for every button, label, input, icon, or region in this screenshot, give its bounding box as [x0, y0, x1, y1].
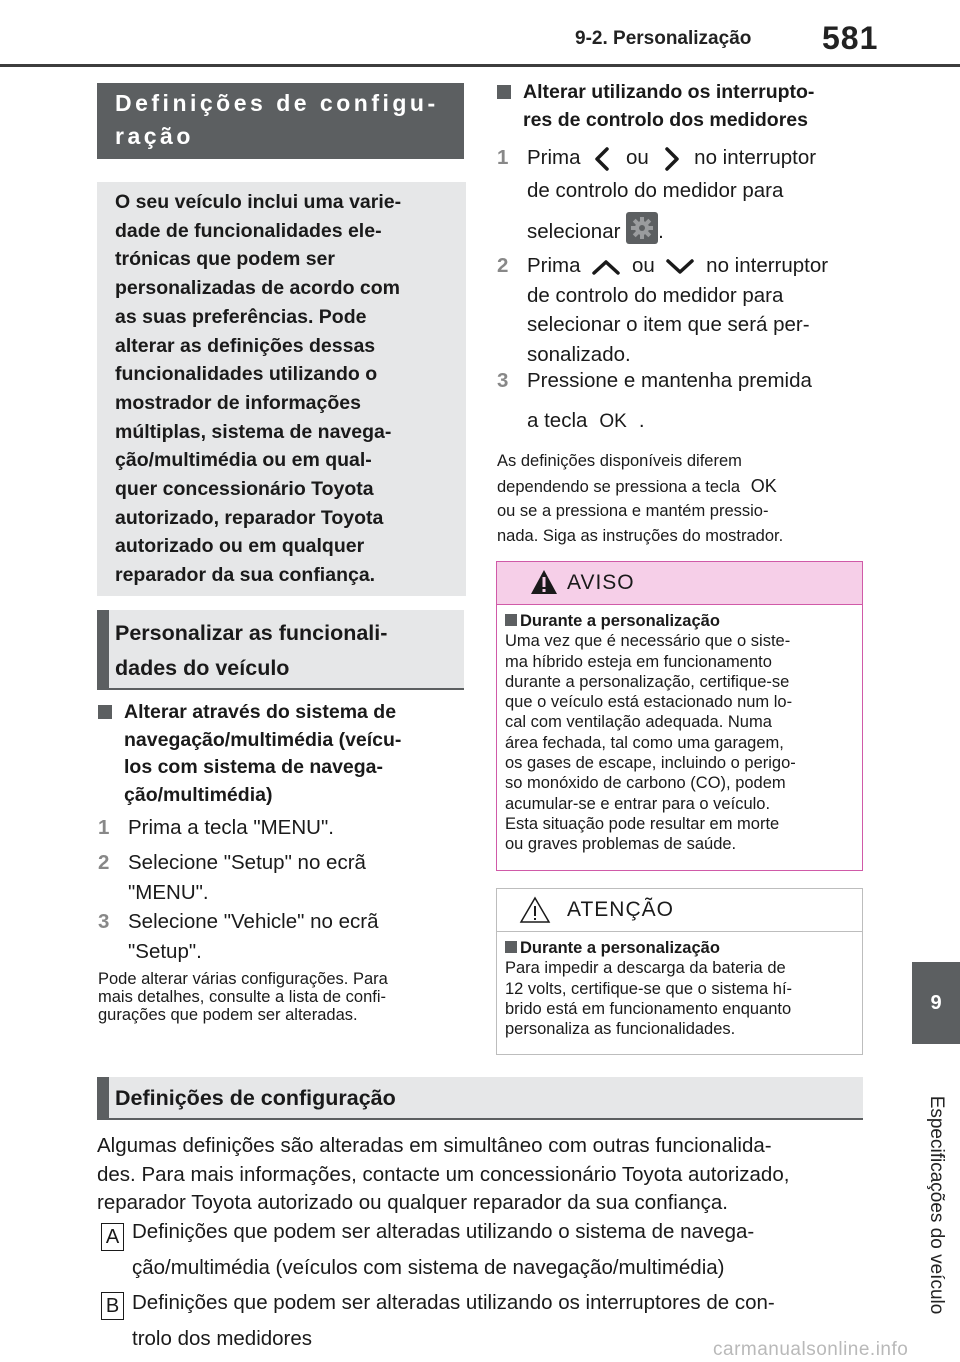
- intro-line: mostrador de informações: [115, 391, 361, 414]
- meter-step-1: [497, 143, 863, 247]
- step-text: no interruptor: [706, 254, 829, 277]
- note-line: ou se a pressiona e mantém pressio-: [497, 502, 769, 520]
- intro-line: as suas preferências. Pode: [115, 305, 367, 328]
- note-line: As definições disponíveis diferem: [497, 452, 742, 470]
- note-line: nada. Siga as instruções do mostrador.: [497, 526, 784, 545]
- config-item-a: [132, 1214, 872, 1286]
- step-text: de controlo do medidor para: [527, 178, 784, 202]
- config-line: Algumas definições são alteradas em simultâneo com outras funcionalida-: [97, 1134, 772, 1157]
- step-text: no interruptor: [694, 146, 817, 169]
- config-line: des. Para mais informações, contacte um concessionário Toyota autorizado,: [97, 1162, 790, 1186]
- intro-line: O seu veículo inclui uma varie-: [115, 191, 402, 213]
- caution-triangle-icon: [519, 895, 551, 925]
- config-item-line: ção/multimédia (veículos com sistema de navegação/multimédia): [132, 1256, 725, 1279]
- note-line: Pode alterar várias configurações. Para: [98, 970, 388, 988]
- step-text: selecionar o item que será per-: [527, 313, 810, 337]
- caution-title: ATENÇÃO: [567, 898, 674, 921]
- intro-line: ção/multimédia ou em qual-: [115, 449, 372, 472]
- step-number: 3: [497, 369, 509, 392]
- note-line: dependendo se pressiona a tecla: [497, 477, 741, 496]
- caution-box: [496, 888, 863, 1055]
- meter-step-3: [497, 366, 863, 436]
- step-text: sonalizado.: [527, 342, 631, 366]
- step-text: selecionar: [527, 219, 621, 243]
- caution-line: 12 volts, certifique-se que o sistema hí-: [505, 979, 793, 998]
- config-heading: Definições de configuração: [97, 1077, 863, 1120]
- nav-step-1: [98, 813, 464, 843]
- chapter-tab[interactable]: [912, 962, 960, 1044]
- config-line: reparador Toyota autorizado ou qualquer reparador da sua confiança.: [97, 1191, 728, 1214]
- warning-line: cal com ventilação adequada. Numa: [505, 713, 772, 732]
- meters-subheading-line: res de controlo dos medidores: [523, 108, 808, 131]
- meters-subheading-line: Alterar utilizando os interrupto-: [523, 81, 815, 103]
- intro-line: trónicas que podem ser: [115, 248, 335, 271]
- chevron-up-icon: [586, 253, 626, 281]
- caution-line: brido está em funcionamento enquanto: [505, 999, 792, 1018]
- step-text: Prima: [527, 254, 581, 277]
- nav-step-2: [98, 848, 464, 907]
- bullet-square-icon: [505, 614, 517, 626]
- step-text: Prima a tecla "MENU".: [128, 816, 334, 839]
- chevron-right-icon: [654, 144, 688, 174]
- warning-line: ma híbrido esteja em funcionamento: [505, 652, 772, 671]
- caution-line: Para impedir a descarga da bateria de: [505, 959, 786, 978]
- personalize-heading-line: Personalizar as funcionali-: [115, 621, 388, 645]
- intro-line: dade de funcionalidades ele-: [115, 219, 382, 242]
- intro-line: autorizado ou em qualquer: [115, 535, 365, 558]
- ok-key-glyph: OK: [599, 410, 627, 432]
- chevron-down-icon: [660, 253, 700, 281]
- step-text: .: [638, 408, 645, 432]
- warning-triangle-icon: [529, 568, 559, 596]
- meter-step-2: [497, 251, 863, 369]
- warning-line: os gases de escape, incluindo o perigo-: [505, 754, 796, 773]
- warning-line: Esta situação pode resultar em morte: [505, 814, 780, 833]
- caution-header: [497, 889, 862, 932]
- intro-line: alterar as definições dessas: [115, 334, 376, 357]
- warning-box: [496, 561, 863, 871]
- warning-title: AVISO: [567, 571, 635, 594]
- settings-gear-icon: [626, 212, 658, 244]
- page-number: 581: [822, 20, 879, 56]
- intro-heading-line: ração: [115, 123, 194, 149]
- nav-subheading-line: ção/multimédia): [124, 783, 273, 806]
- watermark: carmanualsonline.info: [713, 1339, 909, 1360]
- warning-subheading: Durante a personalização: [520, 612, 720, 630]
- header-rule: [0, 64, 960, 67]
- warning-body: [505, 611, 856, 855]
- config-item-line: Definições que podem ser alteradas utilizando os interruptores de con-: [132, 1291, 775, 1314]
- step-text: de controlo do medidor para: [527, 283, 784, 307]
- step-text: Pressione e mantenha premida: [527, 369, 812, 392]
- warning-line: ou graves problemas de saúde.: [505, 835, 737, 854]
- section-title: 9-2. Personalização: [575, 28, 752, 49]
- nav-subheading-line: los com sistema de navega-: [124, 756, 384, 778]
- intro-heading: [97, 83, 464, 159]
- meters-subheading: [497, 79, 863, 134]
- warning-line: acumular-se e entrar para o veículo.: [505, 794, 771, 813]
- intro-panel: [97, 182, 466, 596]
- intro-line: quer concessionário Toyota: [115, 478, 374, 501]
- item-label-b: B: [101, 1292, 124, 1320]
- step-text: "MENU".: [128, 880, 209, 904]
- note-line: mais detalhes, consulte a lista de confi-: [98, 988, 386, 1006]
- personalize-heading-line: dades do veículo: [115, 656, 290, 680]
- nav-subheading-line: Alterar através do sistema de: [124, 701, 397, 723]
- warning-line: que o veículo está estacionado num lo-: [505, 693, 793, 712]
- intro-line: personalizadas de acordo com: [115, 277, 401, 300]
- step-number: 2: [98, 851, 110, 874]
- warning-line: durante a personalização, certifique-se: [505, 672, 790, 691]
- warning-line: Uma vez que é necessário que o siste-: [505, 632, 791, 651]
- step-text: Selecione "Setup" no ecrã: [128, 851, 366, 874]
- nav-subheading: [98, 699, 464, 809]
- chapter-title-vertical: Especificações do veículo: [926, 1095, 947, 1315]
- step-number: 3: [98, 910, 110, 933]
- chevron-left-icon: [586, 144, 620, 174]
- step-text: a tecla: [527, 408, 588, 432]
- step-text: .: [658, 219, 664, 243]
- caution-subheading: Durante a personalização: [520, 939, 720, 957]
- note-line: gurações que podem ser alteradas.: [98, 1006, 358, 1024]
- meter-note: [497, 449, 863, 548]
- caution-line: personaliza as funcionalidades.: [505, 1020, 736, 1039]
- warning-line: so monóxido de carbono (CO), podem: [505, 774, 786, 793]
- intro-line: múltiplas, sistema de navega-: [115, 420, 392, 443]
- intro-line: reparador da sua confiança.: [115, 564, 376, 587]
- item-label-a: A: [101, 1223, 124, 1251]
- personalize-heading: [97, 610, 464, 690]
- intro-line: autorizado, reparador Toyota: [115, 506, 384, 529]
- step-number: 1: [98, 816, 110, 839]
- nav-subheading-line: navegação/multimédia (veícu-: [124, 728, 402, 751]
- config-item-line: Definições que podem ser alteradas utilizando o sistema de navega-: [132, 1220, 755, 1243]
- intro-line: funcionalidades utilizando o: [115, 363, 378, 386]
- step-text: ou: [625, 146, 649, 169]
- step-number: 1: [497, 146, 509, 169]
- step-text: Selecione "Vehicle" no ecrã: [128, 910, 379, 933]
- step-text: "Setup".: [128, 939, 202, 963]
- ok-key-glyph: OK: [750, 475, 777, 496]
- warning-header: [497, 562, 862, 605]
- bullet-square-icon: [505, 941, 517, 953]
- bullet-square-icon: [497, 85, 511, 99]
- step-text: ou: [631, 254, 655, 277]
- step-number: 2: [497, 254, 509, 277]
- caution-body: [505, 938, 856, 1039]
- bullet-square-icon: [98, 705, 112, 719]
- nav-note: [98, 970, 464, 1024]
- nav-step-3: [98, 907, 464, 966]
- warning-line: área fechada, tal como uma garagem,: [505, 733, 784, 752]
- config-item-line: trolo dos medidores: [132, 1327, 313, 1350]
- config-paragraph: [97, 1132, 863, 1218]
- chapter-number: 9: [930, 991, 942, 1014]
- step-text: Prima: [527, 146, 581, 169]
- intro-heading-line: Definições de configu-: [115, 90, 439, 116]
